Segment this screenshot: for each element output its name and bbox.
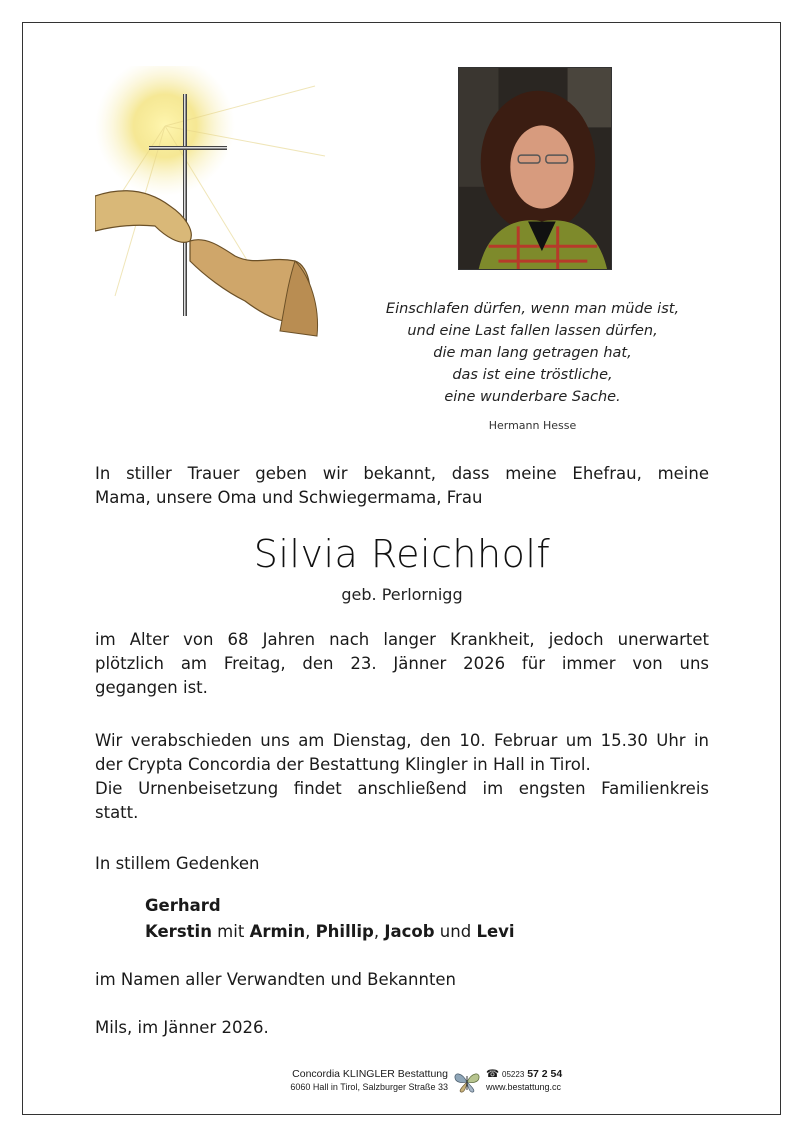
- farewell-line: statt.: [95, 803, 139, 822]
- signer-line-1: [145, 893, 515, 919]
- place-date: Mils, im Jänner 2026.: [95, 1018, 269, 1037]
- phone-icon: ☎: [486, 1068, 500, 1080]
- company-address: 6060 Hall in Tirol, Salzburger Straße 33: [290, 1082, 448, 1092]
- signers: [145, 893, 515, 945]
- website-link[interactable]: www.bestattung.cc: [486, 1082, 562, 1092]
- signer-name: Jacob: [384, 922, 435, 941]
- connector: und: [434, 922, 477, 941]
- signer-line-2: [145, 919, 515, 945]
- footer: [290, 1068, 580, 1096]
- signer-name: Armin: [249, 922, 306, 941]
- footer-company-block: [290, 1068, 448, 1094]
- signer-name: Levi: [476, 922, 515, 941]
- company-name: Concordia KLINGLER Bestattung: [292, 1068, 448, 1080]
- intro-line: Mama, unsere Oma und Schwiegermama, Frau: [95, 488, 483, 507]
- signer-name: Kerstin: [145, 922, 212, 941]
- phone: [486, 1068, 562, 1081]
- relatives-line: im Namen aller Verwandten und Bekannten: [95, 970, 457, 989]
- phone-prefix: 05223: [502, 1070, 525, 1079]
- quote-line: eine wunderbare Sache.: [444, 389, 621, 405]
- connector: ,: [373, 922, 385, 941]
- death-line: gegangen ist.: [95, 678, 208, 697]
- signer-name: Gerhard: [145, 896, 221, 915]
- cross-hands-illustration: [95, 66, 335, 351]
- death-paragraph: [95, 628, 709, 700]
- quote-line: Einschlafen dürfen, wenn man müde ist,: [385, 301, 680, 317]
- butterfly-logo: [452, 1070, 482, 1094]
- deceased-name: Silvia Reichholf: [253, 532, 551, 576]
- connector: ,: [305, 922, 316, 941]
- memory-line: In stillem Gedenken: [95, 854, 260, 873]
- portrait-photo: [458, 67, 612, 270]
- farewell-line: der Crypta Concordia der Bestattung Klingler in Hall in Tirol.: [95, 755, 591, 774]
- death-line: im Alter von 68 Jahren nach langer Krankheit, jedoch unerwartet: [95, 630, 709, 649]
- quote: [300, 298, 765, 408]
- connector: mit: [211, 922, 250, 941]
- intro-paragraph: [95, 462, 709, 510]
- quote-line: und eine Last fallen lassen dürfen,: [407, 323, 658, 339]
- intro-line: In stiller Trauer geben wir bekannt, dass meine Ehefrau, meine: [95, 464, 709, 483]
- signer-name: Phillip: [315, 922, 374, 941]
- death-line: plötzlich am Freitag, den 23. Jänner 2026 für immer von uns: [95, 654, 709, 673]
- footer-contact-block: [486, 1068, 562, 1094]
- farewell-paragraph: [95, 729, 709, 825]
- quote-line: die man lang getragen hat,: [433, 345, 632, 361]
- maiden-name: geb. Perlornigg: [341, 585, 463, 604]
- phone-number: 57 2 54: [527, 1068, 563, 1080]
- quote-author: Hermann Hesse: [488, 419, 577, 432]
- farewell-line: Die Urnenbeisetzung findet anschließend im engsten Familienkreis: [95, 779, 709, 798]
- quote-line: das ist eine tröstliche,: [452, 367, 613, 383]
- farewell-line: Wir verabschieden uns am Dienstag, den 10. Februar um 15.30 Uhr in: [95, 731, 709, 750]
